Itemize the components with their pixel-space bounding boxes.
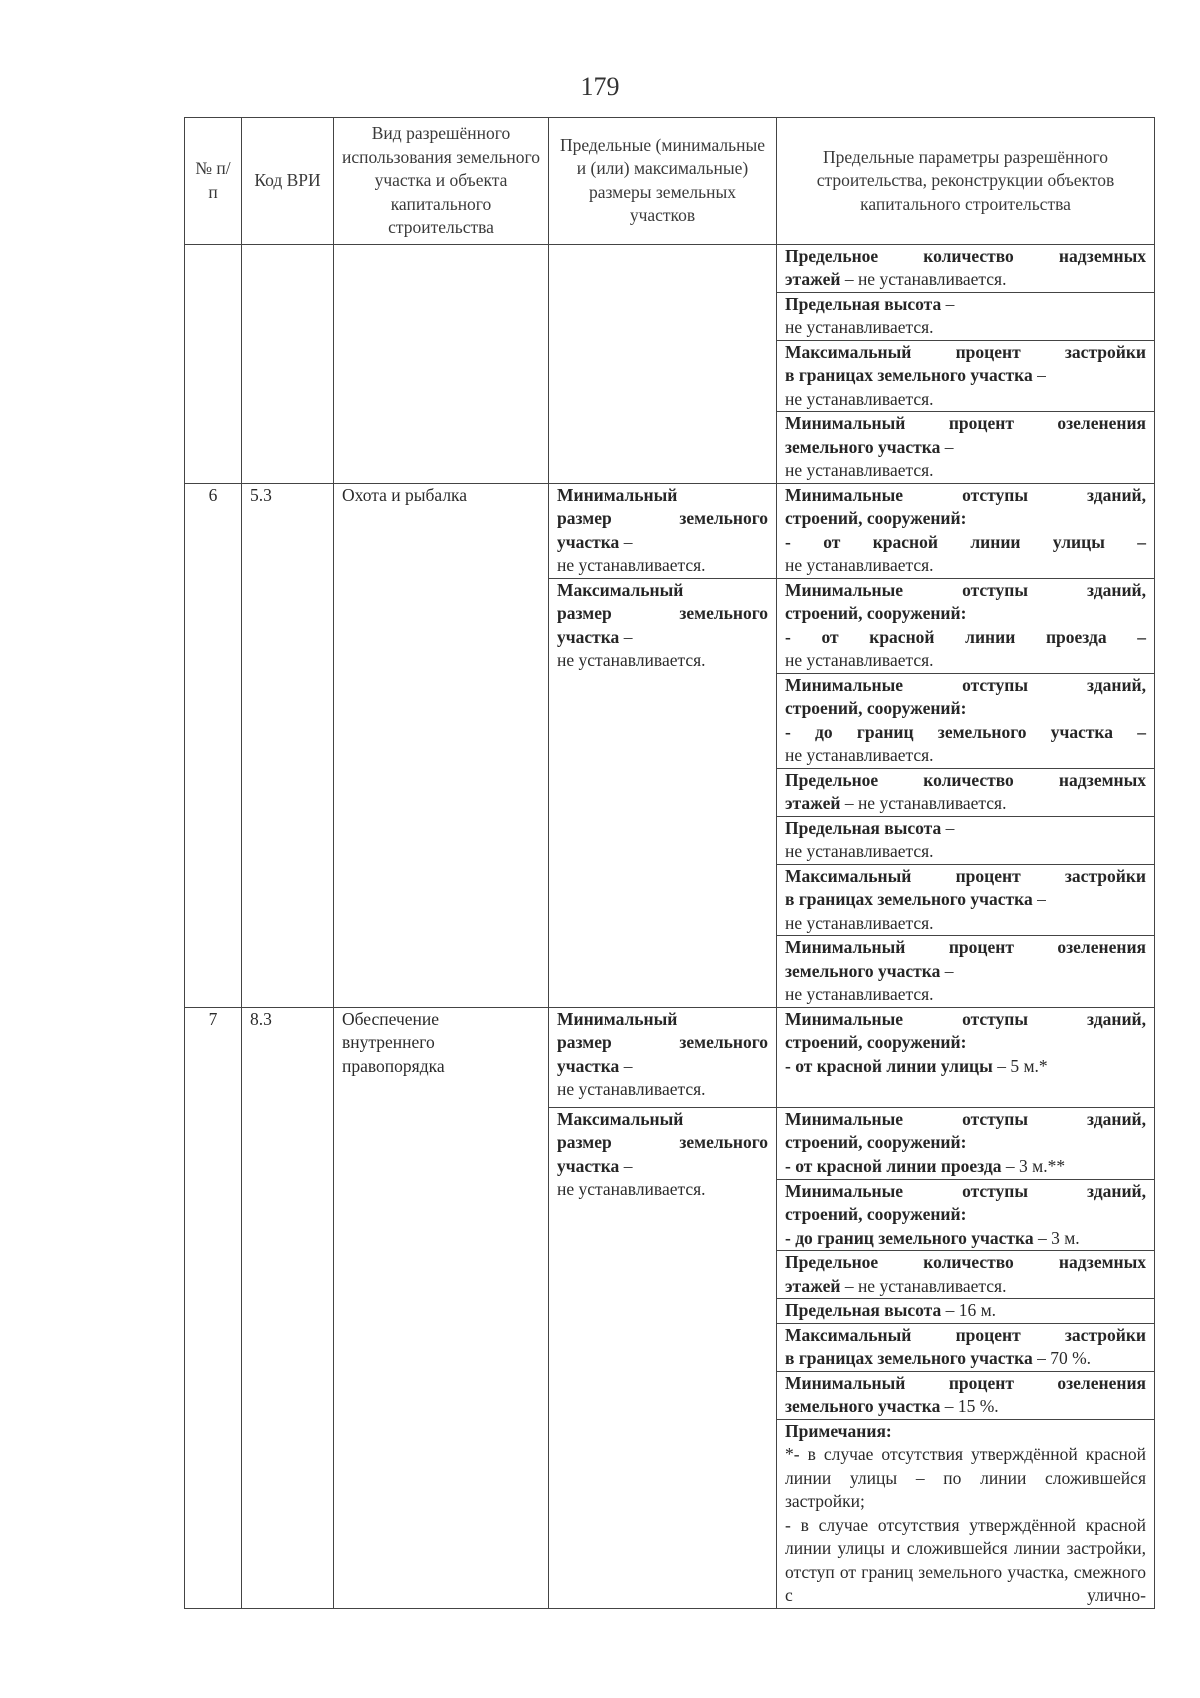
header-num: № п/п bbox=[185, 118, 242, 245]
cont-size-cell bbox=[549, 244, 777, 483]
row6-code: 5.3 bbox=[242, 483, 334, 1007]
row7-param-coverage: Максимальный процент застройки в границах земельного участка – 70 %. bbox=[777, 1323, 1155, 1371]
param-floors: Предельное количество надземных этажей – не устанавливается. bbox=[777, 244, 1155, 292]
row6-num: 6 bbox=[185, 483, 242, 1007]
row7-num: 7 bbox=[185, 1007, 242, 1608]
row7-param-height: Предельная высота – 16 м. bbox=[777, 1299, 1155, 1324]
header-code: Код ВРИ bbox=[242, 118, 334, 245]
header-size: Предельные (минимальные и (или) максимальные) размеры земельных участков bbox=[549, 118, 777, 245]
cont-num-cell bbox=[185, 244, 242, 483]
table-row bbox=[185, 244, 1155, 292]
row6-param-passage: Минимальные отступы зданий, строений, сооружений: - от красной линии проезда – не устанавливается. bbox=[777, 578, 1155, 673]
row6-param-floors: Предельное количество надземных этажей – не устанавливается. bbox=[777, 768, 1155, 816]
row7-param-passage: Минимальные отступы зданий, строений, сооружений: - от красной линии проезда – 3 м.** bbox=[777, 1107, 1155, 1179]
row7-param-street: Минимальные отступы зданий, строений, сооружений: - от красной линии улицы – 5 м.* bbox=[777, 1007, 1155, 1107]
zoning-table bbox=[184, 117, 1155, 1609]
row7-use: Обеспечение внутреннего правопорядка bbox=[334, 1007, 549, 1608]
cont-use-cell bbox=[334, 244, 549, 483]
page-number: 179 bbox=[580, 72, 620, 101]
note-2: - в случае отсутствия утверждённой красной линии улицы и сложившейся линии застройки, отступ от границ земельного участка, смежного с улично- bbox=[785, 1514, 1146, 1605]
row6-min-size: Минимальный размер земельного участка – не устанавливается. bbox=[549, 483, 777, 578]
table-row bbox=[185, 1007, 1155, 1107]
row7-param-floors: Предельное количество надземных этажей – не устанавливается. bbox=[777, 1251, 1155, 1299]
header-params: Предельные параметры разрешённого строительства, реконструкции объектов капитального строительства bbox=[777, 118, 1155, 245]
row6-max-size: Максимальный размер земельного участка – не устанавливается. bbox=[549, 578, 777, 1007]
table-header-row bbox=[185, 118, 1155, 245]
row6-param-coverage: Максимальный процент застройки в границах земельного участка – не устанавливается. bbox=[777, 864, 1155, 936]
row6-param-greening: Минимальный процент озеленения земельного участка – не устанавливается. bbox=[777, 936, 1155, 1008]
param-coverage: Максимальный процент застройки в границах земельного участка – не устанавливается. bbox=[777, 340, 1155, 412]
table-row bbox=[185, 483, 1155, 578]
row7-param-boundary: Минимальные отступы зданий, строений, сооружений: - до границ земельного участка – 3 м. bbox=[777, 1179, 1155, 1251]
cont-code-cell bbox=[242, 244, 334, 483]
row6-param-boundary: Минимальные отступы зданий, строений, сооружений: - до границ земельного участка – не устанавливается. bbox=[777, 673, 1155, 768]
header-use: Вид разрешённого использования земельного участка и объекта капитального строительства bbox=[334, 118, 549, 245]
param-height: Предельная высота – не устанавливается. bbox=[777, 292, 1155, 340]
row7-param-greening: Минимальный процент озеленения земельного участка – 15 %. bbox=[777, 1371, 1155, 1419]
row7-min-size: Минимальный размер земельного участка – не устанавливается. bbox=[549, 1007, 777, 1107]
note-1: *- в случае отсутствия утверждённой красной линии улицы – по линии сложившейся застройки; bbox=[785, 1444, 1146, 1511]
row6-param-street: Минимальные отступы зданий, строений, сооружений: - от красной линии улицы – не устанавливается. bbox=[777, 483, 1155, 578]
row7-max-size: Максимальный размер земельного участка – не устанавливается. bbox=[549, 1107, 777, 1608]
param-greening: Минимальный процент озеленения земельного участка – не устанавливается. bbox=[777, 412, 1155, 484]
row7-notes: Примечания: *- в случае отсутствия утверждённой красной линии улицы – по линии сложившейся застройки; - в случае отсутствия утверждённой красной линии улицы и сложившейся линии застройки, отступ от границ земельного участка, смежного с улично- bbox=[777, 1419, 1155, 1608]
row7-code: 8.3 bbox=[242, 1007, 334, 1608]
row6-use: Охота и рыбалка bbox=[334, 483, 549, 1007]
row6-param-height: Предельная высота – не устанавливается. bbox=[777, 816, 1155, 864]
